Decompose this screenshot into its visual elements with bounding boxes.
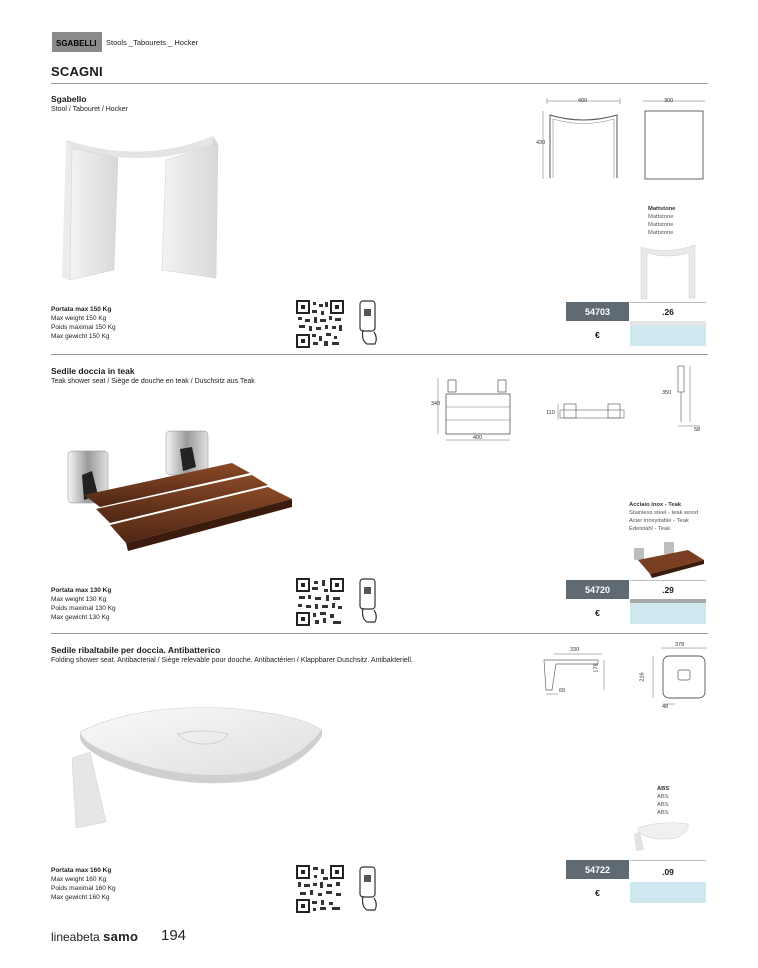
product-name: Sedile ribaltabile per doccia. Antibatterico bbox=[51, 645, 221, 655]
load-specs bbox=[51, 586, 116, 622]
material-list bbox=[629, 501, 698, 533]
dimension-label: 400 bbox=[578, 98, 588, 104]
product-name: Sgabello bbox=[51, 94, 87, 104]
material-line: Mattstone bbox=[648, 214, 674, 220]
product-description: Folding shower seat. Antibacterial / Siège relevable pour douche. Antibactérien / Klappbarer Duschsitz. Antibakteriell. bbox=[51, 657, 413, 664]
section-divider bbox=[51, 633, 708, 634]
price-field bbox=[630, 603, 706, 624]
page-number: 194 bbox=[161, 927, 187, 944]
dimension-label: 330 bbox=[570, 647, 580, 653]
material-line: Acier inoxydable - Teak bbox=[629, 518, 689, 524]
dimension-label: 110 bbox=[546, 410, 555, 416]
technical-drawing bbox=[645, 642, 711, 710]
material-line: Mattstone bbox=[648, 222, 674, 228]
technical-drawing bbox=[556, 398, 631, 426]
section-title: SCAGNI bbox=[51, 64, 103, 79]
spec-line: Max gewicht 160 Kg bbox=[51, 894, 110, 901]
dimension-label: 378 bbox=[675, 642, 685, 648]
spec-line: Portata max 160 Kg bbox=[51, 867, 112, 874]
product-description: Teak shower seat / Siège de douche en teak / Duschsitz aus Teak bbox=[51, 378, 255, 385]
product-code: 54703 bbox=[566, 302, 629, 321]
load-specs bbox=[51, 305, 116, 341]
material-title: Acciaio inox - Teak bbox=[629, 502, 682, 508]
dimension-label: 48 bbox=[662, 704, 669, 710]
technical-drawing bbox=[535, 95, 710, 183]
spec-line: Max weight 150 Kg bbox=[51, 315, 107, 322]
material-line: ABS bbox=[657, 802, 669, 808]
section-divider bbox=[51, 354, 708, 355]
price-field bbox=[630, 882, 706, 903]
category-subtitle: Stools _Tabourets _ Hocker bbox=[106, 38, 199, 47]
footer-brand bbox=[51, 929, 138, 944]
dimension-label: 69 bbox=[559, 688, 566, 694]
material-line: ABS bbox=[657, 810, 669, 816]
dimension-label: 340 bbox=[431, 401, 441, 407]
price-suffix: .29 bbox=[630, 580, 706, 599]
dimension-label: 58 bbox=[694, 427, 701, 433]
qr-code-icon[interactable] bbox=[296, 865, 344, 913]
spec-line: Poids maximal 130 Kg bbox=[51, 605, 116, 612]
material-list bbox=[657, 785, 669, 817]
material-line: Edelstahl - Teak bbox=[629, 526, 671, 532]
spec-line: Poids maximal 160 Kg bbox=[51, 885, 116, 892]
smartphone-scan-icon bbox=[357, 300, 379, 346]
teak-seat-photo bbox=[62, 425, 302, 553]
load-specs bbox=[51, 866, 116, 902]
spec-line: Poids maximal 150 Kg bbox=[51, 324, 116, 331]
spec-line: Max gewicht 150 Kg bbox=[51, 333, 110, 340]
currency-symbol: € bbox=[566, 602, 629, 624]
brand-prefix: lineabeta bbox=[51, 930, 100, 944]
technical-drawing bbox=[670, 364, 710, 430]
section-divider bbox=[51, 83, 708, 84]
material-line: ABS bbox=[657, 794, 669, 800]
qr-code-icon[interactable] bbox=[296, 578, 344, 626]
price-field bbox=[630, 325, 706, 346]
price-box bbox=[630, 302, 706, 346]
product-code: 54720 bbox=[566, 580, 629, 599]
product-thumbnail bbox=[638, 243, 698, 301]
price-box bbox=[630, 860, 706, 903]
spec-line: Portata max 150 Kg bbox=[51, 306, 112, 313]
category-label: SGABELLI bbox=[56, 39, 97, 48]
spec-line: Max weight 160 Kg bbox=[51, 876, 107, 883]
brand-name: samo bbox=[103, 929, 139, 944]
spec-line: Max gewicht 130 Kg bbox=[51, 614, 110, 621]
price-box bbox=[630, 580, 706, 624]
product-heading bbox=[51, 366, 451, 385]
dimension-label: 216 bbox=[639, 672, 646, 682]
dimension-label: 430 bbox=[536, 140, 546, 146]
price-suffix: .09 bbox=[630, 860, 706, 882]
spec-line: Max weight 130 Kg bbox=[51, 596, 107, 603]
material-line: Mattstone bbox=[648, 230, 674, 236]
product-thumbnail bbox=[630, 820, 694, 852]
material-line: Stainless steel - teak wood bbox=[629, 510, 698, 516]
product-heading bbox=[51, 645, 521, 664]
spec-line: Portata max 130 Kg bbox=[51, 587, 112, 594]
product-heading bbox=[51, 94, 451, 113]
currency-symbol: € bbox=[566, 882, 629, 904]
dimension-label: 300 bbox=[664, 98, 674, 104]
product-name: Sedile doccia in teak bbox=[51, 366, 135, 376]
currency-symbol: € bbox=[566, 324, 629, 346]
dimension-label: 400 bbox=[473, 435, 483, 441]
price-suffix: .26 bbox=[630, 302, 706, 321]
smartphone-scan-icon bbox=[357, 866, 379, 912]
smartphone-scan-icon bbox=[357, 578, 379, 624]
qr-code-icon[interactable] bbox=[296, 300, 344, 348]
technical-drawing bbox=[430, 372, 520, 444]
product-thumbnail bbox=[630, 540, 708, 580]
folding-seat-photo bbox=[66, 702, 328, 830]
dimension-label: 350 bbox=[662, 390, 672, 396]
material-list bbox=[648, 205, 675, 237]
product-description: Stool / Tabouret / Hocker bbox=[51, 106, 128, 113]
material-title: ABS bbox=[657, 786, 670, 792]
material-title: Mattstone bbox=[648, 206, 676, 212]
product-code: 54722 bbox=[566, 860, 629, 879]
stool-photo bbox=[58, 130, 228, 285]
dimension-label: 178 bbox=[593, 663, 600, 673]
category-tab bbox=[52, 32, 102, 52]
